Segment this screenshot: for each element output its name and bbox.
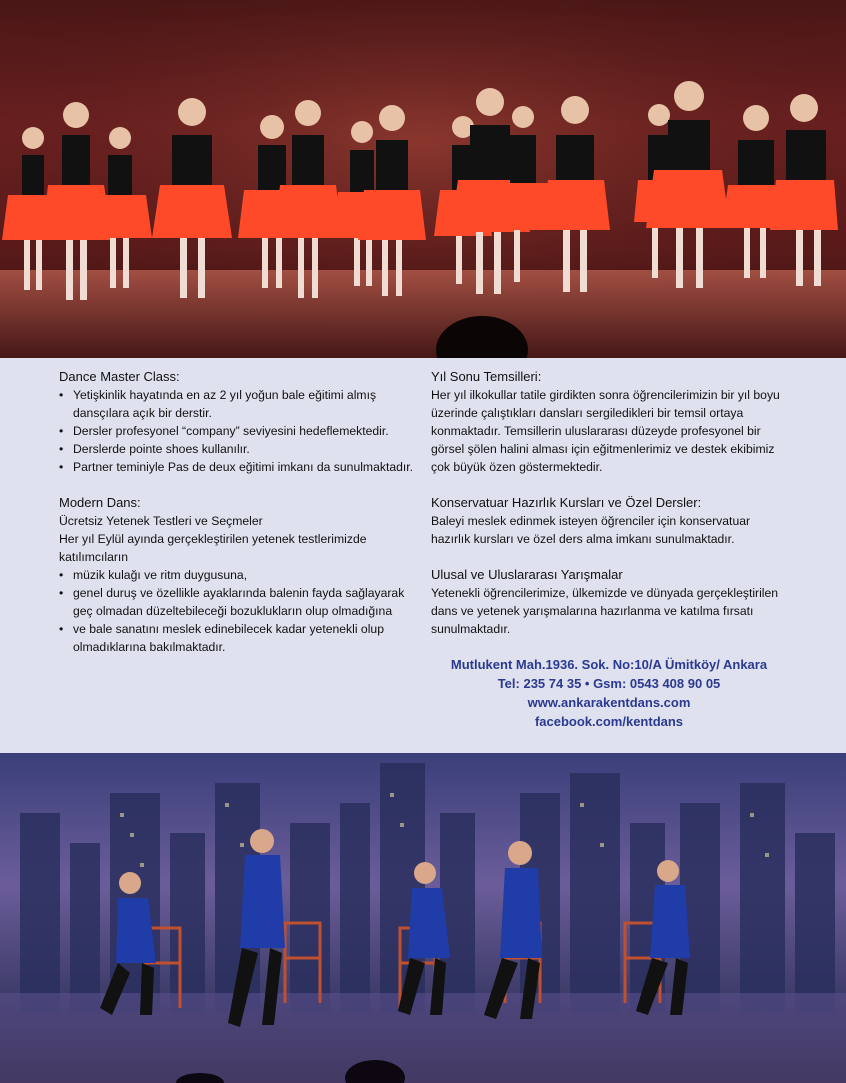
conservatory-text: Baleyi meslek edinmek isteyen öğrenciler için konservatuar hazırlık kursları ve özel ders alma imkanı sunulmaktadır. bbox=[431, 514, 751, 546]
ballet-recital-photo bbox=[0, 0, 846, 358]
list-item: • ve bale sanatını meslek edinebilecek kadar yetenekli olup olmadıklarına bakılmaktadır. bbox=[59, 622, 384, 654]
conservatory-title: Konservatuar Hazırlık Kursları ve Özel Dersler: bbox=[431, 495, 702, 510]
list-item: • müzik kulağı ve ritm duygusuna, bbox=[59, 568, 248, 582]
list-item: • Yetişkinlik hayatında en az 2 yıl yoğun bale eğitimi almış dansçılara açık bir derstir. bbox=[59, 388, 377, 420]
competitions-section bbox=[431, 566, 791, 638]
list-item: • Derslerde pointe shoes kullanılır. bbox=[59, 442, 250, 456]
year-end-section bbox=[431, 368, 791, 476]
competitions-text: Yetenekli öğrencilerimize, ülkemizde ve dünyada gerçekleştirilen dans ve yetenek yarışmalarına hazırlanma ve katılma fırsatı sunulmaktadır. bbox=[431, 586, 779, 636]
list-item: • Partner teminiyle Pas de deux eğitimi imkanı da sunulmaktadır. bbox=[59, 460, 414, 474]
contact-block bbox=[431, 655, 787, 731]
modern-dance-intro: Her yıl Eylül ayında gerçekleştirilen yetenek testlerimizde katılımcıların bbox=[59, 532, 367, 564]
list-item: • Dersler profesyonel “company” seviyesini hedeflemektedir. bbox=[59, 424, 389, 438]
modern-dance-section bbox=[59, 494, 419, 656]
modern-dance-title: Modern Dans: bbox=[59, 495, 141, 510]
right-column bbox=[431, 368, 791, 656]
modern-dance-photo bbox=[0, 753, 846, 1083]
address-text: Mutlukent Mah.1936. Sok. No:10/A Ümitköy/ Ankara bbox=[450, 657, 768, 672]
competitions-title: Ulusal ve Uluslararası Yarışmalar bbox=[431, 567, 623, 582]
master-class-section bbox=[59, 368, 419, 476]
conservatory-section bbox=[431, 494, 791, 548]
list-item: • genel duruş ve özellikle ayaklarında balenin fayda sağlayarak geç olmadan düzeltebileceği bozuklukların olup olmadığına bbox=[59, 586, 405, 618]
phone-text: Tel: 235 74 35 • Gsm: 0543 408 90 05 bbox=[497, 676, 721, 691]
modern-dance-subtitle: Ücretsiz Yetenek Testleri ve Seçmeler bbox=[59, 514, 263, 528]
facebook-link[interactable]: facebook.com/kentdans bbox=[534, 714, 684, 729]
info-panel bbox=[0, 358, 846, 753]
master-class-title: Dance Master Class: bbox=[59, 369, 180, 384]
left-column bbox=[59, 368, 419, 674]
year-end-title: Yıl Sonu Temsilleri: bbox=[431, 369, 542, 384]
year-end-text: Her yıl ilkokullar tatile girdikten sonra öğrencilerimizin bir yıl boyu üzerinde çalıştıkları dansları sergiledikleri bir temsil ortaya konmaktadır. Temsillerin uluslararası düzeyde profesyonel bir görsel şölen halini alması için eğitmenlerimiz ve destek ekibimiz çok büyük özen göstermektedir. bbox=[431, 388, 780, 474]
website-link[interactable]: www.ankarakentdans.com bbox=[527, 695, 691, 710]
